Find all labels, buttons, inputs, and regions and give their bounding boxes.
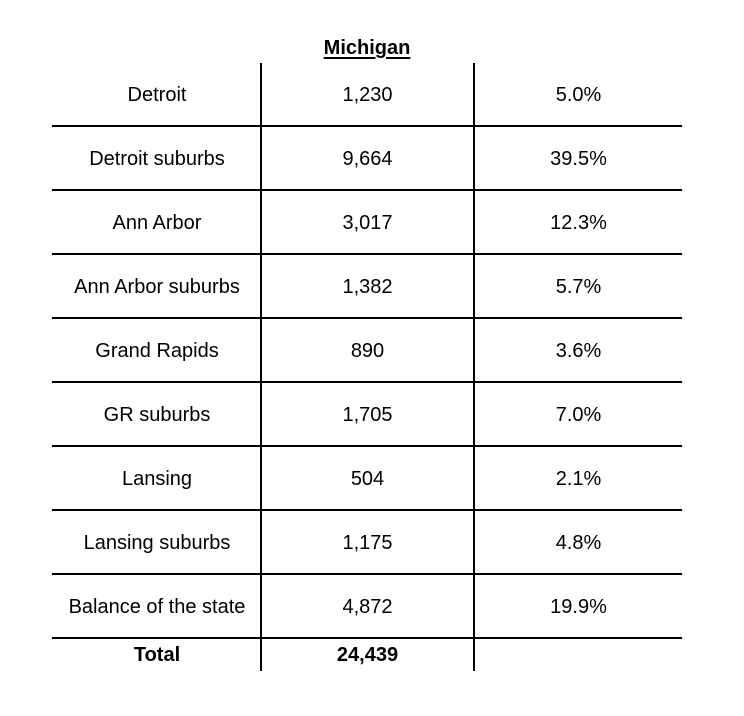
region-cell: Detroit suburbs <box>89 148 225 170</box>
percent-cell: 12.3% <box>550 212 607 234</box>
percent-cell: 2.1% <box>555 468 602 490</box>
data-table <box>52 63 682 671</box>
count-cell: 4,872 <box>342 596 393 618</box>
count-cell: 1,705 <box>342 404 393 426</box>
region-cell: GR suburbs <box>103 404 211 426</box>
percent-cell: 5.7% <box>555 276 602 298</box>
region-cell: Ann Arbor <box>112 212 202 234</box>
percent-cell: 7.0% <box>555 404 602 426</box>
table-row <box>52 127 682 191</box>
table-title: Michigan <box>323 37 411 59</box>
table-row <box>52 63 682 127</box>
total-row <box>52 639 682 671</box>
count-cell: 890 <box>350 340 385 362</box>
region-cell: Lansing suburbs <box>83 532 231 554</box>
count-cell: 504 <box>350 468 385 490</box>
percent-cell: 5.0% <box>555 84 602 106</box>
table-row <box>52 511 682 575</box>
table-row <box>52 191 682 255</box>
count-cell: 1,175 <box>342 532 393 554</box>
count-cell: 9,664 <box>342 148 393 170</box>
region-cell: Ann Arbor suburbs <box>74 276 240 298</box>
total-label: Total <box>133 644 181 666</box>
total-percent <box>475 639 682 671</box>
percent-cell: 19.9% <box>550 596 607 618</box>
region-cell: Detroit <box>127 84 187 106</box>
table-row <box>52 447 682 511</box>
region-cell: Balance of the state <box>68 596 246 618</box>
percent-cell: 4.8% <box>555 532 602 554</box>
table-row <box>52 575 682 639</box>
region-cell: Grand Rapids <box>95 340 219 362</box>
count-cell: 1,382 <box>342 276 393 298</box>
region-cell: Lansing <box>121 468 193 490</box>
count-cell: 3,017 <box>342 212 393 234</box>
percent-cell: 3.6% <box>555 340 602 362</box>
table-row <box>52 383 682 447</box>
table-row <box>52 319 682 383</box>
percent-cell: 39.5% <box>550 148 607 170</box>
total-count: 24,439 <box>336 644 399 666</box>
count-cell: 1,230 <box>342 84 393 106</box>
table-row <box>52 255 682 319</box>
